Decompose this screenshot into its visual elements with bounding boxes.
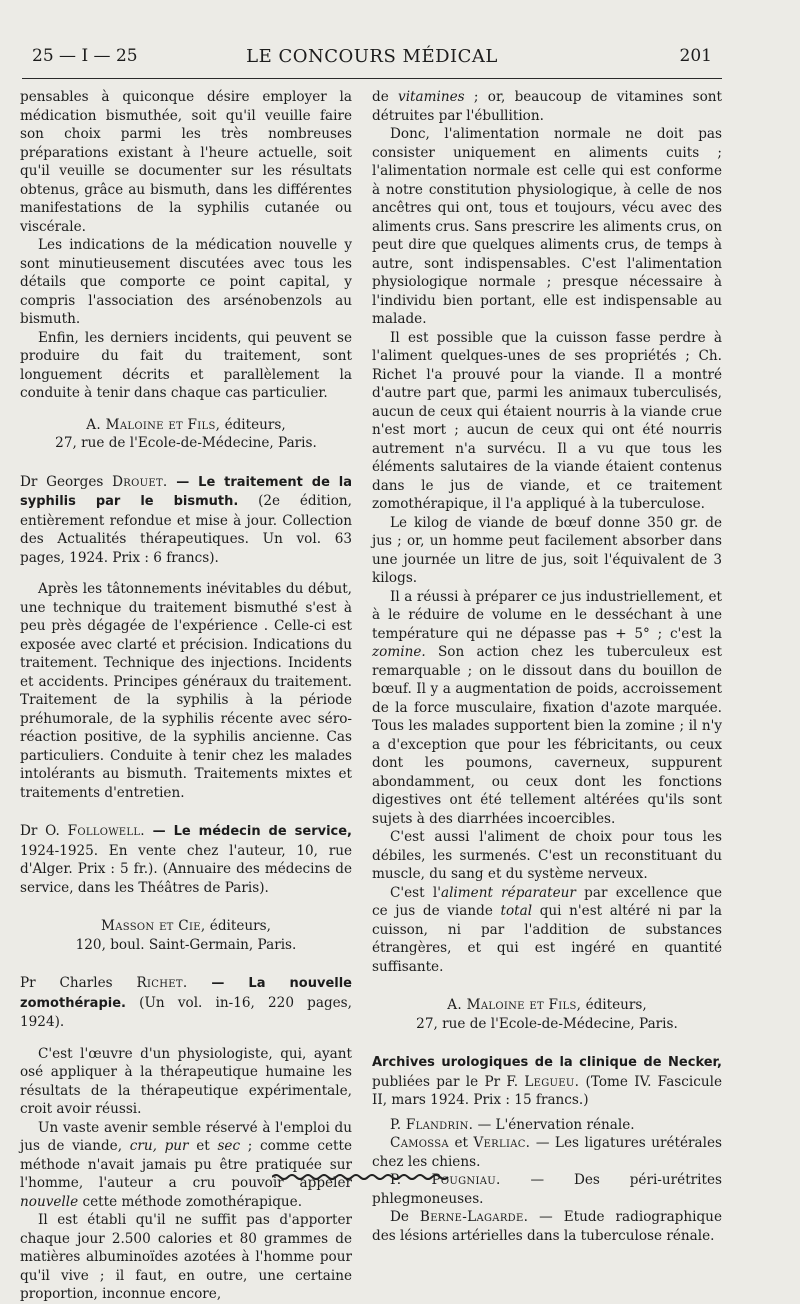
author-name: Camossa [390, 1135, 449, 1151]
book-publisher: publiées par le Pr F. [372, 1073, 519, 1090]
article-title: — Etude radiographique des lésions artérielles dans la tuberculose rénale. [372, 1209, 722, 1244]
paragraph: pensables à quiconque désire employer la médication bismuthée, soit qu'il veuille faire son choix parmi les très nombreuses préparations existant à l'heure actuelle, soit qu'il veuille se documenter sur les résultats obtenus, grâce au bismuth, dans les différentes manifestations de la syphilis cutanée ou viscérale. [20, 89, 352, 235]
text-run: C'est l' [390, 884, 441, 901]
italic-run: nouvelle [20, 1193, 79, 1210]
italic-run: total [500, 903, 533, 919]
contents-item [372, 1134, 722, 1171]
author-name: P. Pougniau. [390, 1172, 501, 1188]
book-review: Il est établi qu'il ne suffit pas d'apporter chaque jour 2.500 calories et 80 grammes de matières albuminoïdes azotées à l'homme pour qu'il vive ; il faut, en outre, une certaine proportion, inconnue encore, [20, 1212, 352, 1302]
text-run: qui n'est altéré ni par la cuisson, ni par l'addition de substances étrangères, et qui est ingéré en quantité suffisante. [372, 903, 723, 975]
text-run: et [454, 1135, 468, 1151]
text-run: ; or, beaucoup de vitamines sont détruites par l'ébullition. [372, 89, 722, 124]
journal-title: LE CONCOURS MÉDICAL [246, 46, 498, 67]
paragraph: Donc, l'alimentation normale ne doit pas consister uniquement en aliments cuits ; l'alimentation normale est celle qui est conforme à notre constitution physiologique, à celle de nos ancêtres qui ont, tous et toujours, vécu avec des aliments crus. Sans prescrire les aliments crus, on peut dire que quelques aliments crus, de temps à autre, sont indispensables. C'est l'alimentation physiologique normale ; presque nécessaire à l'individu bien portant, elle est indispensable au malade. [372, 126, 722, 327]
article-title: — Les ligatures urétérales chez les chiens. [372, 1135, 723, 1170]
author-name: Verliac. [473, 1135, 531, 1151]
italic-run: cru, pur [129, 1138, 189, 1154]
paragraph: C'est aussi l'aliment de choix pour tous les débiles, les surmenés. C'est un reconstituant du muscle, du sang et du système nerveux. [372, 829, 722, 882]
text-run: ; comme cette méthode n'avait jamais pu être pratiquée sur l'homme, l'auteur a cru pouvoir appeler [20, 1138, 352, 1191]
book-title: — Le médecin de service, [152, 824, 352, 839]
italic-run: zomine. [372, 644, 426, 660]
author-name: P. Flandrin. [390, 1116, 474, 1133]
publisher-role: éditeurs, [224, 416, 286, 433]
italic-run: sec [217, 1138, 241, 1154]
paragraph [372, 88, 722, 125]
author-prefix: Dr Georges [20, 473, 104, 490]
article-title: — Des péri-urétrites phlegmoneuses. [372, 1172, 722, 1207]
text-run: de [372, 89, 389, 105]
publisher-name: A. Maloine et Fils, [86, 416, 221, 433]
page-number: 201 [679, 46, 712, 66]
author-prefix: Dr O. [20, 823, 60, 839]
paragraph: Les indications de la médication nouvelle y sont minutieusement discutées avec tous les détails que comporte ce point capital, y compris l'association des arsénobenzols au bismuth. [20, 237, 352, 327]
publisher-line [372, 996, 722, 1015]
book-entry [372, 1053, 722, 1110]
publisher-role: éditeurs, [585, 997, 647, 1013]
italic-run: aliment réparateur [440, 884, 576, 901]
contents-item [372, 1116, 722, 1135]
author-name: Berne-Lagarde. [419, 1209, 529, 1225]
author-name: Followell. [67, 823, 145, 839]
book-review [20, 1119, 352, 1212]
article-title: — L'énervation rénale. [477, 1116, 635, 1133]
left-column [20, 88, 352, 1304]
header-rule [22, 78, 722, 79]
book-review: C'est l'œuvre d'un physiologiste, qui, ayant osé appliquer à la thérapeutique humaine les résultats de la thérapeutique expérimentale, croit avoir réussi. [20, 1045, 352, 1117]
text-run: Son action chez les tuberculeux est remarquable ; on le dissout dans du bouillon de bœuf. Il y a augmentation de poids, accroissement de la force musculaire, fixation d'azote marquée. Tous les malades supportent bien la zomine ; il n'y a d'exception que pour les fébricitants, ou ceux dont les poumons, caverneux, suppurent abondamment, ou ceux dont les fonctions digestives ont été tellement altérées qu'ils sont sujets à des diarrhées incoercibles. [372, 644, 722, 827]
page-header [32, 46, 712, 74]
book-details: (2e édition, entièrement refondue et mise à jour. Collection des Actualités thérapeutiques. Un vol. 63 pages, 1924. Prix : 6 francs). [20, 493, 352, 566]
publisher-role: éditeurs, [209, 918, 271, 934]
publisher-address: 27, rue de l'Ecole-de-Médecine, Paris. [55, 435, 317, 451]
paragraph: Le kilog de viande de bœuf donne 350 gr. de jus ; or, un homme peut facilement absorber dans une journée un litre de jus, soit l'équivalent de 3 kilogs. [372, 514, 722, 586]
book-entry [20, 974, 352, 1032]
contents-item [372, 1208, 722, 1245]
book-entry [20, 822, 352, 897]
book-details: 1924-1925. En vente chez l'auteur, 10, rue d'Alger. Prix : 5 fr.). (Annuaire des médecins de service, dans les Théâtres de Paris). [20, 842, 352, 896]
book-title: Archives urologiques de la clinique de Necker, [372, 1055, 722, 1070]
paragraph [372, 884, 722, 977]
paragraph: Il est possible que la cuisson fasse perdre à l'aliment quelques-unes de ses propriétés ; Ch. Richet l'a prouvé pour la viande. Il a montré d'autre part que, parmi les animaux tuberculisés, aucun de ceux qui étaient nourris à la viande crue n'est mort ; aucun de ceux qui ont été nourris autrement n'a survécu. Il a vu que tous les éléments salutaires de la viande étaient contenus dans le jus de viande, et ce traitement zomothérapique, il l'a appliqué à la tuberculose. [372, 329, 722, 512]
publisher-name: A. Maloine et Fils, [447, 997, 582, 1013]
text-run: De [390, 1209, 409, 1225]
issue-date: 25 — I — 25 [32, 46, 138, 66]
text-run: Il a réussi à préparer ce jus industriellement, et à le réduire de volume en le desséchant à une température qui ne dépasse pas + 5° ; c'est la [372, 588, 722, 642]
publisher-line [20, 416, 352, 435]
right-column [372, 88, 722, 1245]
publisher-name: Masson et Cie, [101, 918, 206, 934]
author-name: Drouet. [112, 473, 168, 490]
paragraph: Enfin, les derniers incidents, qui peuvent se produire du fait du traitement, sont longuement décrits et parallèlement la conduite à tenir dans chaque cas particulier. [20, 329, 352, 401]
publisher-address: 27, rue de l'Ecole-de-Médecine, Paris. [416, 1015, 678, 1032]
text-run: et [196, 1138, 210, 1154]
end-ornament [272, 1173, 452, 1181]
book-details: (Un vol. in-16, 220 pages, 1924). [20, 994, 352, 1030]
author-prefix: Pr Charles [20, 975, 113, 991]
text-run: cette méthode zomothérapique. [82, 1193, 303, 1210]
book-title: — Le traitement de la syphilis par le bismuth. [20, 474, 353, 509]
paragraph [372, 588, 722, 829]
editor-name: Legueu. [524, 1073, 580, 1090]
italic-run: vitamines [398, 89, 465, 105]
text-run: Un vaste avenir semble réservé à l'emploi du jus de viande, [20, 1119, 352, 1154]
book-title: — La nouvelle zomothérapie. [20, 976, 353, 1011]
publisher-line [20, 917, 352, 936]
ornament-rule-icon [272, 1173, 452, 1181]
publisher-address: 120, boul. Saint-Germain, Paris. [75, 936, 297, 953]
book-details: (Tome IV. Fascicule II, mars 1924. Prix : 15 francs.) [372, 1073, 722, 1108]
author-name: Richet. [136, 975, 188, 991]
text-run: par excellence que ce jus de viande [372, 884, 722, 919]
book-review: Après les tâtonnements inévitables du début, une technique du traitement bismuthé s'est à peu près dégagée de l'expérience . Celle-ci est exposée avec clarté et précision. Indications du traitement. Technique des injections. Incidents et accidents. Principes généraux du traitement. Traitement de la syphilis à la période préhumorale, de la syphilis récente avec séro-réaction positive, de la syphilis ancienne. Cas particuliers. Conduite à tenir chez les malades intolérants au bismuth. Traitements mixtes et traitements d'entretien. [20, 581, 352, 801]
book-entry [20, 473, 352, 568]
